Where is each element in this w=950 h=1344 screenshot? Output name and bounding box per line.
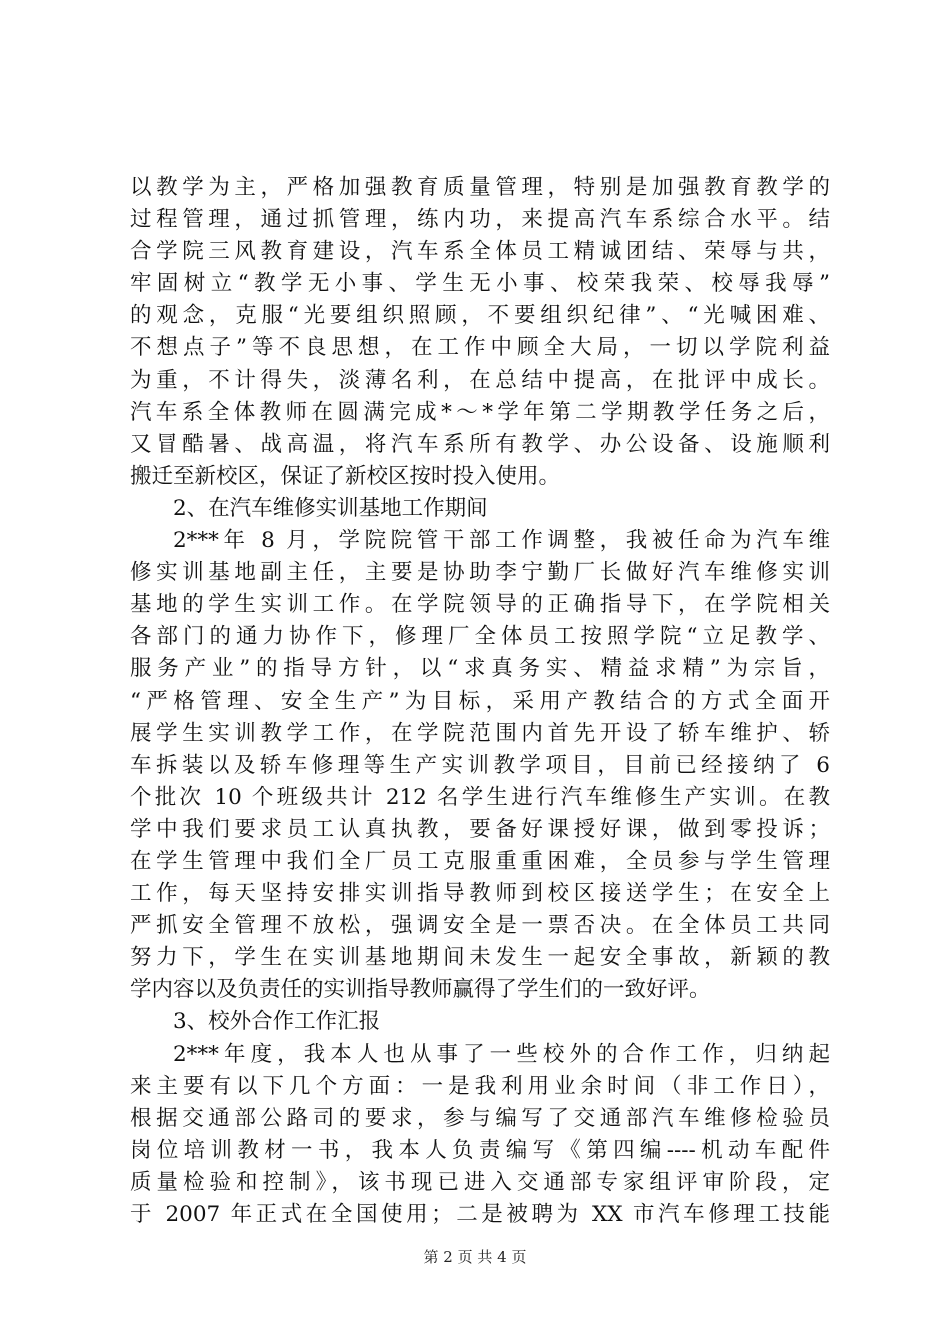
heading-line: 2、在汽车维修实训基地工作期间 xyxy=(173,495,488,521)
text-line: 工作，每天坚持安排实训指导教师到校区接送学生；在安全上 xyxy=(130,881,830,907)
text-line: 牢固树立“教学无小事、学生无小事、校荣我荣、校辱我辱” xyxy=(130,271,830,297)
text-line: 努力下，学生在实训基地期间未发生一起安全事故，新颖的教 xyxy=(130,945,830,971)
text-line: 以教学为主，严格加强教育质量管理，特别是加强教育教学的 xyxy=(130,175,830,200)
text-line: 岗位培训教材一书，我本人负责编写《第四编----机动车配件 xyxy=(130,1137,830,1163)
text-line: 修实训基地副主任，主要是协助李宁勤厂长做好汽车维修实训 xyxy=(130,560,830,586)
text-line: 学中我们要求员工认真执教，要备好课授好课，做到零投诉； xyxy=(130,816,830,842)
text-line: 又冒酷暑、战高温，将汽车系所有教学、办公设备、设施顺利 xyxy=(130,431,830,457)
text-line: 根据交通部公路司的要求，参与编写了交通部汽车维修检验员 xyxy=(130,1105,830,1131)
text-line: 搬迁至新校区，保证了新校区按时投入使用。 xyxy=(130,463,561,489)
heading-line: 3、校外合作工作汇报 xyxy=(173,1009,381,1035)
text-line: 汽车系全体教师在圆满完成*～*学年第二学期教学任务之后， xyxy=(130,399,830,425)
text-line: 展学生实训教学工作，在学院范围内首先开设了轿车维护、轿 xyxy=(130,720,830,746)
text-line: 2***年 8 月，学院院管干部工作调整，我被任命为汽车维 xyxy=(173,528,830,554)
page-footer xyxy=(0,1246,950,1267)
text-line: 不想点子”等不良思想，在工作中顾全大局，一切以学院利益 xyxy=(130,335,830,361)
text-line: 2***年度，我本人也从事了一些校外的合作工作，归纳起 xyxy=(173,1041,830,1067)
text-line: 为重，不计得失，淡薄名利，在总结中提高，在批评中成长。 xyxy=(130,367,830,393)
text-line: 基地的学生实训工作。在学院领导的正确指导下，在学院相关 xyxy=(130,592,830,618)
text-line: 来主要有以下几个方面：一是我利用业余时间（非工作日）， xyxy=(130,1073,830,1099)
text-line: 各部门的通力协作下，修理厂全体员工按照学院“立足教学、 xyxy=(130,624,830,650)
text-line: 服务产业”的指导方针，以“求真务实、精益求精”为宗旨， xyxy=(130,656,830,682)
text-line: 的观念，克服“光要组织照顾，不要组织纪律”、“光喊困难、 xyxy=(130,303,830,329)
text-line: 严抓安全管理不放松，强调安全是一票否决。在全体员工共同 xyxy=(130,913,830,939)
text-line: 在学生管理中我们全厂员工克服重重困难，全员参与学生管理 xyxy=(130,848,830,874)
text-line: 个批次 10 个班级共计 212 名学生进行汽车维修生产实训。在教 xyxy=(130,784,830,810)
body-text xyxy=(130,172,830,1231)
section-heading-training-base xyxy=(130,493,830,525)
section-heading-external-cooperation xyxy=(130,1006,830,1038)
text-line: 车拆装以及轿车修理等生产实训教学项目，目前已经接纳了 6 xyxy=(130,752,830,778)
text-line: 于 2007 年正式在全国使用；二是被聘为 XX 市汽车修理工技能 xyxy=(130,1202,830,1227)
text-line: 过程管理，通过抓管理，练内功，来提高汽车系综合水平。结 xyxy=(130,207,830,233)
page-number-label: 第 2 页 共 4 页 xyxy=(423,1248,527,1266)
text-line: 质量检验和控制》，该书现已进入交通部专家组评审阶段，定 xyxy=(130,1169,830,1195)
paragraph-continuation xyxy=(130,172,830,493)
paragraph-training-base xyxy=(130,525,830,1006)
paragraph-external-cooperation xyxy=(130,1039,830,1232)
text-line: 学内容以及负责任的实训指导教师赢得了学生们的一致好评。 xyxy=(130,977,711,1003)
text-line: 合学院三风教育建设，汽车系全体员工精诚团结、荣辱与共， xyxy=(130,239,830,265)
text-line: “严格管理、安全生产”为目标，采用产教结合的方式全面开 xyxy=(130,688,830,714)
